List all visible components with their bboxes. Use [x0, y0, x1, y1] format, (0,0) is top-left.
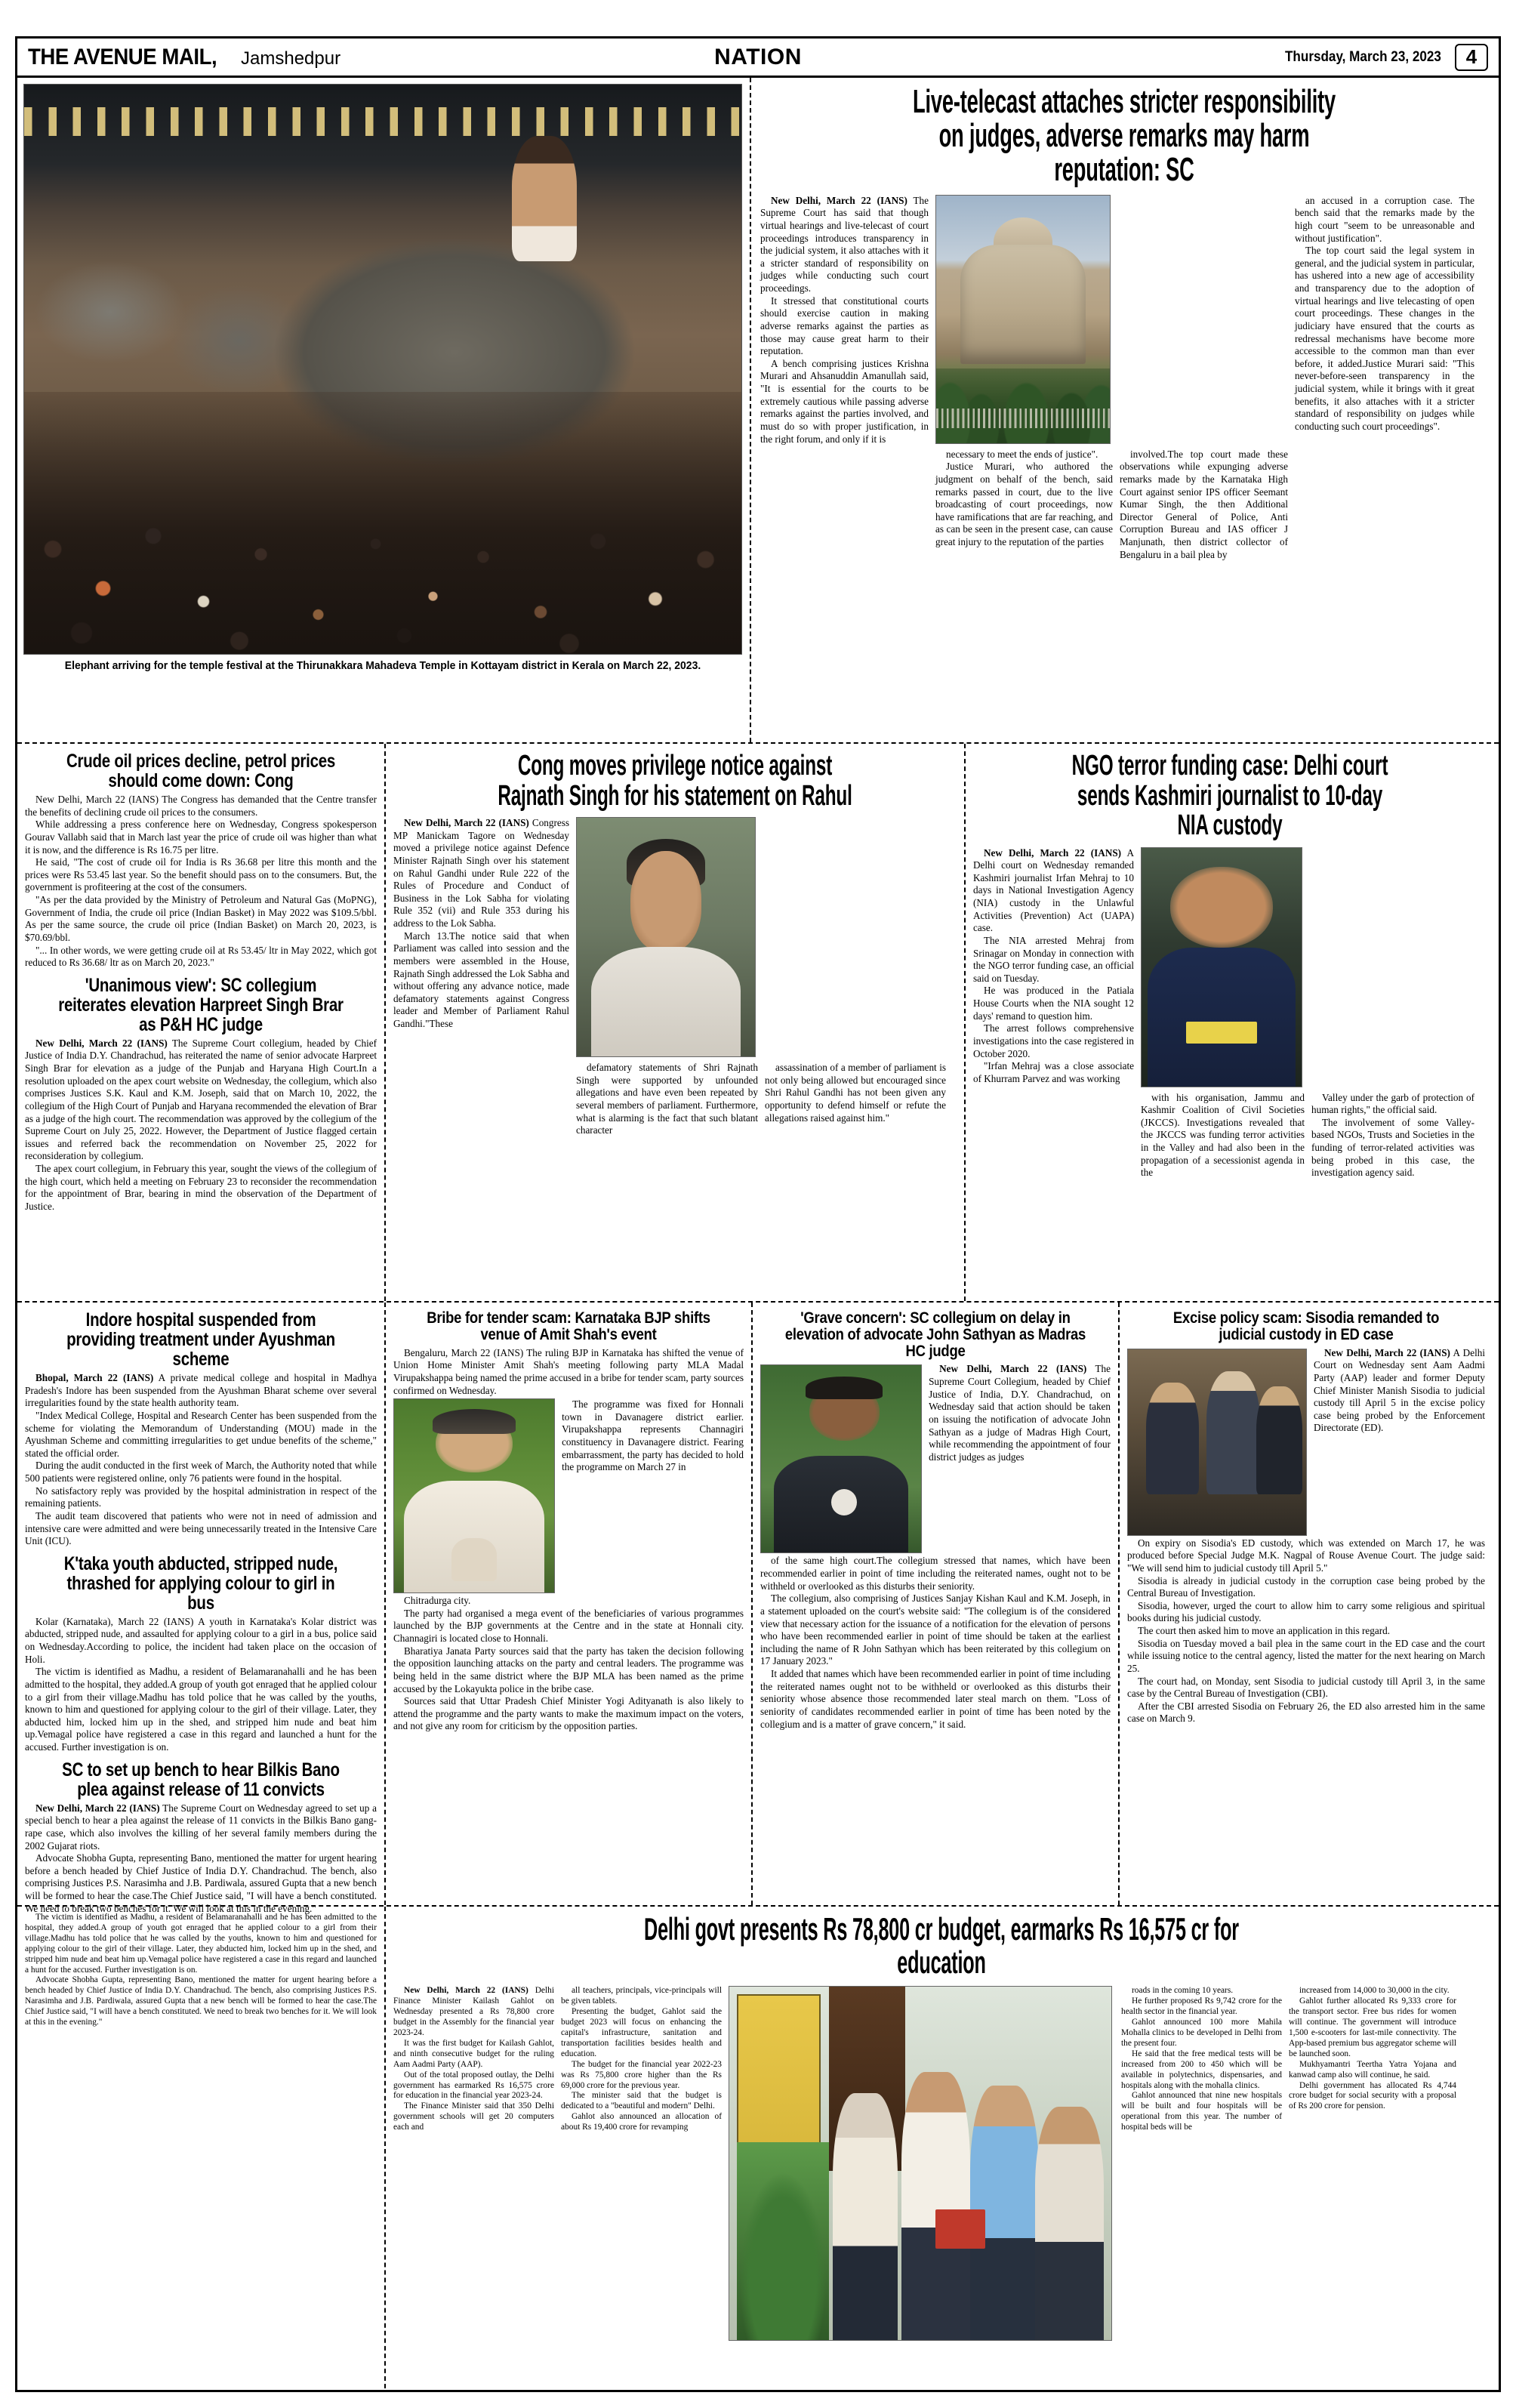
- grave-col-photo: [760, 1363, 929, 1553]
- paragraph: On expiry on Sisodia's ED custody, which was extended on March 17, he was produced before Special Judge M.K. Nagpal of Rouse Avenue Court. The judge said: "We will send him to judicial custody till April 5.": [1127, 1537, 1485, 1574]
- paragraph: involved.The top court made these observations while expunging adverse remarks made by the Karnataka High Court against senior IPS officer Seemant Kumar Singh, the then Additional Director General of Police, Anti Corruption Bureau and IAS officer J Manjunath, then district collector of Bengaluru in a bail plea by: [1120, 448, 1288, 560]
- court-fence-decor: [936, 409, 1110, 428]
- bottom-block: [17, 1905, 1499, 2388]
- cup-decor: [831, 1489, 857, 1515]
- cong-col-3: [765, 817, 946, 1137]
- cong-privilege-story: [384, 744, 964, 1301]
- grave-concern-story: [751, 1303, 1118, 1905]
- person-left-decor: [1146, 1383, 1200, 1494]
- page-number-badge: 4: [1455, 44, 1488, 71]
- paragraph: The NIA arrested Mehraj from Srinagar on Monday in connection with the NGO terror funding case, an official said on Tuesday.: [973, 934, 1134, 984]
- middle-block: [17, 742, 1499, 1301]
- budget-col-2: [561, 1986, 729, 2341]
- ngo-col-2: [1141, 847, 1311, 1179]
- paragraph: Sisodia is already in judicial custody in the corruption case being probed by the Central Bureau of Investigation.: [1127, 1574, 1485, 1599]
- paragraph: "Index Medical College, Hospital and Research Center has been suspended from the scheme for violating the Memorandum of Understanding (MOU) made in the Ayushman Scheme and committing irregularities to get undue benefits of the scheme," stated the official order.: [25, 1409, 377, 1459]
- budget-col-photo: [729, 1986, 1121, 2341]
- ngo-col-3: [1311, 847, 1474, 1179]
- delhi-budget-headline: Delhi govt presents Rs 78,800 cr budget, earmarks Rs 16,575 cr for education: [644, 1911, 1239, 1980]
- paragraph: Gahlot announced 100 more Mahila Mohalla clinics to be developed in Delhi from the present four.: [1121, 2018, 1282, 2048]
- paragraph: Advocate Shobha Gupta, representing Bano, mentioned the matter for urgent hearing before a bench headed by Chief Justice of India D.Y. Chandrachud. The bench, also comprising Justices P.S. Narasimha and J.B. Pardiwala, assured Gupta that a new bench will be formed to hear the case.The Chief Justice said, "I will have a bench constituted. We need to break two benches for it. We will look at this in the evening.": [25, 1975, 377, 2027]
- paragraph: Out of the total proposed outlay, the Delhi government has earmarked Rs 16,575 crore for education in the financial year 2023-24.: [393, 2070, 554, 2101]
- ktaka-youth-body: [25, 1616, 377, 1754]
- namaste-hands-decor: [451, 1538, 496, 1580]
- bribe-col-photo: [393, 1398, 562, 1593]
- court-trees-decor: [936, 368, 1110, 442]
- paragraph: The audit team discovered that patients who were not in need of admission and intensive care were admitted and were being unnecessarily treated in the Intensive Care Unit (ICU).: [25, 1509, 377, 1547]
- cong-col-1: [393, 817, 576, 1137]
- grave-concern-headline: 'Grave concern': SC collegium on delay in elevation of advocate John Sathyan as Madras HC judge: [784, 1309, 1086, 1360]
- paragraph: an accused in a corruption case. The bench said that the remarks made by the high court "seem to be unreasonable and without justification".: [1295, 194, 1474, 244]
- face-decor: [1170, 867, 1273, 948]
- column-left-stack: [17, 744, 384, 1301]
- paragraph: Delhi government has allocated Rs 4,744 crore budget for social security with a proposal of Rs 200 crore for pension.: [1289, 2080, 1456, 2111]
- paragraph: New Delhi, March 22 (IANS) The Supreme Court collegium, headed by Chief Justice of India D.Y. Chandrachud, has reiterated the name of senior advocate Harpreet Singh Brar for elevation as a judge of the Punjab and Haryana High Court.In a resolution uploaded on the apex court website on Wednesday, the collegium, which also comprises Justices S.K. Kaul and K.M. Joseph, said that on March 10, 2022, the collegium of the High Court of Punjab and Haryana recommended the elevation of Brar as a judge of the high court. The recommendation was approved by the collegium of the Supreme Court on July 25, 2022. However, the Department of Justice flagged certain issues and referred back the recommendation on November 25, 2022 for reconsideration by collegium.: [25, 1037, 377, 1162]
- paragraph: New Delhi, March 22 (IANS) The Supreme Court has said that though virtual hearings and live-telecast of court proceedings introduces transparency in the judicial system, it also attaches with it a stricter standard of responsibility on judges while conducting such court proceedings.: [760, 194, 929, 294]
- paragraph: "... In other words, we were getting crude oil at Rs 53.45/ ltr in May 2022, which got reduced to Rs 36.68/ ltr as on March 20, 2023.": [25, 944, 377, 969]
- paragraph: The programme was fixed for Honnali town in Davanagere district earlier. Virupakshappa represents Channagiri constituency in Davanagere district. Fearing embarrassment, the party has decided to hold the programme on March 27 in: [562, 1398, 744, 1473]
- paragraph: It added that names which have been recommended earlier in point of time including the reiterated names ought not to be withheld or overlooked as this disturbs their seniority whose absence those recommended later steal march on them. "Loss of seniority of candidates recommended earlier in point of time has been noted by the collegium and is a matter of grave concern," it said.: [760, 1668, 1111, 1730]
- paragraph: Chitradurga city.: [404, 1595, 471, 1607]
- paragraph: It stressed that constitutional courts should exercise caution in making adverse remarks against the parties as those may cause great harm to their reputation.: [760, 294, 929, 357]
- person-1-decor: [833, 2093, 898, 2341]
- masthead-brand: [28, 45, 340, 70]
- paragraph: While addressing a press conference here on Wednesday, Congress spokesperson Gourav Vallabh said that in March last year the price of crude oil was higher than what it is now, and the difference is Rs 16.75 per litre.: [25, 819, 377, 856]
- paragraph: Advocate Shobha Gupta, representing Bano, mentioned the matter for urgent hearing before a bench headed by Chief Justice of India D.Y. Chandrachud. The bench, also comprising Justices P.S. Narasimha and J.B. Pardiwala, assured Gupta that a new bench will be formed to hear the case.The Chief Justice said, "I will have a bench constituted. We need to break two benches for it. We will look at this in the evening.": [25, 1852, 377, 1914]
- paragraph: The arrest follows comprehensive investigations into the case registered in October 2020.: [973, 1022, 1134, 1059]
- paragraph: March 13.The notice said that when Parliament was called into session and the members were assembled in the House, Rajnath Singh addressed the Lok Sabha and without offering any advance notice, made defamatory statements against Congress leader and Member of Parliament Rahul Gandhi."These: [393, 930, 569, 1030]
- indore-hospital-body: [25, 1372, 377, 1548]
- bribe-col-1: [562, 1398, 744, 1593]
- paragraph: He said, "The cost of crude oil for India is Rs 36.68 per litre this month and the prices were Rs 53.45 last year. So the benefit should pass on to the consumers. But, the government is profiteering at the cost of the consumers.: [25, 856, 377, 893]
- paragraph: The minister said that the budget is dedicated to a "beautiful and modern" Delhi.: [561, 2091, 722, 2111]
- paragraph: all teachers, principals, vice-principals will be given tablets.: [561, 1986, 722, 2006]
- paragraph: It was the first budget for Kailash Gahlot, and ninth consecutive budget for the ruling Aam Aadmi Party (AAP).: [393, 2038, 554, 2069]
- top-block: [17, 78, 1499, 742]
- paragraph: The top court said the legal system in general, and the judicial system in particular, has ushered into a new age of accessibility and transparency due to the adoption of virtual hearings and live telecasting of open court proceedings. These changes in the judiciary have ensured that the courts as redressal mechanisms have become more accessible to the common man than ever before, it added.Justice Murari said: "This never-before-seen transparency in the judicial system, while it brings with it great benefits, it also attaches with it a stricter standard of responsibility on judges while conducting such court proceedings".: [1295, 245, 1474, 432]
- paragraph: New Delhi, March 22 (IANS) A Delhi court on Wednesday remanded Kashmiri journalist Irfan Mehraj to 10 days in National Investigation Agency (NIA) custody in the Unlawful Activities (Prevention) Act (UAPA) case.: [973, 846, 1134, 934]
- elephant-temple-festival-photo: [23, 84, 742, 655]
- delhi-budget-story: [384, 1907, 1497, 2388]
- plant-decor: [737, 2142, 828, 2340]
- signboard-decor: [737, 1994, 821, 2150]
- paragraph: New Delhi, March 22 (IANS) Congress MP Manickam Tagore on Wednesday moved a privilege notice against Defence Minister Rajnath Singh over his statement on Rahul Gandhi under Rule 222 of the Rules of Procedure and Conduct of Business in the Lok Sabha for violating Rule 352 (vii) and Rule 353 during his address to the Lok Sabha.: [393, 817, 569, 930]
- paragraph: He was produced in the Patiala House Courts when the NIA sought 12 days' remand to question him.: [973, 985, 1134, 1022]
- lead-story-headline: Live-telecast attaches stricter responsibility on judges, adverse remarks may harm reputation: SC: [912, 83, 1336, 188]
- uniform-decor: [1148, 948, 1295, 1086]
- ngo-terror-headline: NGO terror funding case: Delhi court sends Kashmiri journalist to 10-day NIA custody: [1071, 750, 1388, 842]
- lead-col-3: [1120, 195, 1295, 754]
- paragraph: The budget for the financial year 2022-23 was Rs 75,800 crore higher than the Rs 69,000 crore for the previous year.: [561, 2059, 722, 2090]
- festival-lights-decor: [24, 107, 741, 136]
- newspaper-title: THE AVENUE MAIL,: [28, 44, 217, 69]
- delhi-budget-presentation-photo: [729, 1986, 1112, 2341]
- cong-col-2: [576, 817, 765, 1137]
- crude-oil-body: [25, 794, 377, 970]
- nia-badge-decor: [1186, 1022, 1256, 1043]
- lead-photo-caption: Elephant arriving for the temple festival at the Thirunakkara Mahadeva Temple in Kottayam district in Kerala on March 22, 2023.: [64, 659, 701, 672]
- paragraph: Sisodia, however, urged the court to allow him to carry some religious and spiritual books during his judicial custody.: [1127, 1599, 1485, 1624]
- collegium-brar-body: [25, 1038, 377, 1213]
- grave-col-1: [929, 1363, 1111, 1553]
- john-sathyan-portrait-photo: [760, 1364, 922, 1553]
- paragraph: Bengaluru, March 22 (IANS) The ruling BJP in Karnataka has shifted the venue of Union Home Minister Amit Shah's meeting following party MLA Madal Virupakshappa being named the prime accused in a bribe for tender scam, party sources confirmed on Wednesday.: [393, 1346, 744, 1396]
- paragraph: New Delhi, March 22 (IANS) The Congress has demanded that the Centre transfer the benefits of declining crude oil prices to the consumers.: [25, 794, 377, 818]
- bilkis-bano-body: [25, 1802, 377, 1916]
- publication-date: Thursday, March 23, 2023: [1285, 48, 1441, 65]
- excise-col-1: [1314, 1347, 1485, 1536]
- paragraph: During the audit conducted in the first week of March, the Authority noted that while 500 patients were registered online, only 76 patients were found in the hospital.: [25, 1460, 377, 1484]
- person-mid-decor: [1206, 1371, 1260, 1494]
- paragraph: Sources said that Uttar Pradesh Chief Minister Yogi Adityanath is also likely to attend the programme and the party wants to make the maximum impact on the voters, and not give any room for criticism by the opposition parties.: [393, 1695, 744, 1732]
- bribe-tender-headline: Bribe for tender scam: Karnataka BJP shifts venue of Amit Shah's event: [427, 1309, 710, 1343]
- section-title: NATION: [714, 44, 802, 69]
- ktaka-youth-headline: K'taka youth abducted, stripped nude, thrashed for applying colour to girl in bus: [63, 1552, 338, 1614]
- budget-col-4: [1289, 1986, 1456, 2341]
- paragraph: The party had organised a mega event of the beneficiaries of various programmes launched by the BJP governments at the Centre and in the state at Honnali city. Channagiri is located close to Honnali.: [393, 1607, 744, 1645]
- collegium-brar-headline: 'Unanimous view': SC collegium reiterates elevation Harpreet Singh Brar as P&H HC judge: [58, 974, 344, 1035]
- excise-col-2: [1127, 1537, 1485, 1725]
- hair-decor: [806, 1377, 883, 1399]
- bilkis-bano-continued: [25, 1913, 377, 2028]
- paragraph: defamatory statements of Shri Rajnath Singh were supported by unfounded allegations and have even been repeated by several members of parliament. Furthermore, what is alarming is the fact that such blatant character: [576, 1062, 758, 1136]
- paragraph: "Irfan Mehraj was a close associate of Khurram Parvez and was working: [973, 1060, 1134, 1084]
- mahout-figure: [512, 136, 577, 261]
- paragraph: The involvement of some Valley-based NGOs, Trusts and Societies in the funding of terror-related activities was being probed in this case, the investigation agency said.: [1311, 1116, 1474, 1179]
- person-4-decor: [1035, 2107, 1104, 2340]
- paragraph: New Delhi, March 22 (IANS) Delhi Finance Minister Kailash Gahlot on Wednesday presented a Rs 78,800 crore budget in the Assembly for the financial year 2023-24.: [393, 1986, 555, 2037]
- paragraph: The victim is identified as Madhu, a resident of Belamaranahalli and he has been admitted to the hospital, they added.A group of youth got enraged that he applied colour to a girl from their village.Madhu has told police that he was called by the youths, known to him and questioned for applying colour to the girl of their village. Later, they abducted him, locked him up in the shed, and stripped him nude and beat him up.Vemagal police have registered a case in this regard and launched a hunt for the accused. Further investigation is on.: [25, 1913, 377, 1975]
- paragraph: roads in the coming 10 years.: [1132, 1986, 1234, 1996]
- paragraph: Justice Murari, who authored the judgment on behalf of the bench, said remarks passed in court, due to the live broadcasting of court proceedings, now have ramifications that are far reaching, and as can be seen in the present case, can cause great injury to the reputation of the parties: [935, 461, 1113, 547]
- paragraph: of the same high court.The collegium stressed that names, which have been recommended earlier in point of time including the reiterated names, ought not to be withheld or overlooked as this disturbs their seniority.: [760, 1555, 1111, 1592]
- amit-shah-portrait-photo: [393, 1398, 555, 1593]
- lead-col-4: [1295, 195, 1474, 754]
- person-right-decor: [1256, 1386, 1302, 1494]
- excise-col-photo: [1127, 1347, 1314, 1536]
- bilkis-bano-headline: SC to set up bench to hear Bilkis Bano plea against release of 11 convicts: [62, 1759, 340, 1800]
- paragraph: Bharatiya Janata Party sources said that the party has taken the decision following the opposition launching attacks on the party and central leaders. The programme was being held in the same district where the BJP MLA has been named as the prime accused by the Lokayukta police in the bribe case.: [393, 1645, 744, 1694]
- budget-col-1: [393, 1986, 561, 2341]
- paragraph: Valley under the garb of protection of human rights," the official said.: [1311, 1091, 1474, 1116]
- paragraph: Gahlot further allocated Rs 9,333 crore for the transport sector. Free bus rides for women will continue. The government will introduce 1,500 e-scooters for last-mile connectivity. The App-based premium bus aggregator scheme will be launched soon.: [1289, 1996, 1456, 2058]
- ngo-terror-story: [964, 744, 1494, 1301]
- paragraph: He further proposed Rs 9,742 crore for the health sector in the financial year.: [1121, 1996, 1282, 2017]
- hair-decor: [433, 1409, 516, 1434]
- supreme-court-building-photo: [935, 195, 1111, 444]
- rajnath-singh-portrait-photo: [576, 817, 756, 1057]
- face-decor: [630, 851, 701, 951]
- paragraph: Gahlot announced that nine new hospitals will be built and four hospitals will be operational from this year. The number of hospital beds will be: [1121, 2091, 1282, 2132]
- person-2-decor: [901, 2072, 970, 2341]
- paragraph: necessary to meet the ends of justice".: [946, 448, 1098, 460]
- paragraph: New Delhi, March 22 (IANS) A Delhi Court on Wednesday sent Aam Aadmi Party (AAP) leader and former Deputy Chief Minister Manish Sisodia to judicial custody till April 5 in the excise policy case being probed by the Enforcement Directorate (ED).: [1314, 1346, 1485, 1434]
- column-left-stack-3: [17, 1907, 384, 2388]
- paragraph: He said that the free medical tests will be increased from 200 to 450 which will be available in polytechnics, dispensaries, and hospitals along with the mohalla clinics.: [1121, 2049, 1282, 2090]
- paragraph: The apex court collegium, in February this year, sought the views of the collegium of the high court, which held a meeting on February 23 to reconsider the recommendation for the appointment of Brar, bearing in mind the observation of the Department of Justice.: [25, 1163, 377, 1212]
- bribe-col-2: [393, 1595, 744, 1733]
- paragraph: Sisodia on Tuesday moved a bail plea in the same court in the ED case and the court while issuing notice to the central agency, listed the matter for the next hearing on March 25.: [1127, 1637, 1485, 1674]
- crowd-region: [24, 392, 741, 654]
- paragraph: with his organisation, Jammu and Kashmir Coalition of Civil Societies (JKCCS). Investigations revealed that the JKCCS was funding terror activities in the Valley and had also been in the propagation of a secessionist agenda in the: [1141, 1091, 1305, 1179]
- paragraph: New Delhi, March 22 (IANS) The Supreme Court on Wednesday agreed to set up a special bench to hear a plea against the release of 11 convicts in the Bilkis Bano gang-rape case, which also involves the killing of her several family members during the 2002 Gujarat riots.: [25, 1802, 377, 1851]
- lead-col-1: [760, 195, 935, 754]
- manish-sisodia-custody-photo: [1127, 1349, 1307, 1536]
- ngo-col-1: [973, 847, 1141, 1179]
- red-folder-decor: [935, 2209, 985, 2248]
- paragraph: Bhopal, March 22 (IANS) A private medical college and hospital in Madhya Pradesh's Indore has been suspended from the Ayushman Bharat scheme over several irregularities found by the state health authority team.: [25, 1372, 377, 1409]
- paragraph: assassination of a member of parliament is not only being allowed but encouraged since Shri Rahul Gandhi has not been given any opportunity to defend himself or refute the allegations raised against him.": [765, 1062, 946, 1124]
- lead-story: [750, 78, 1496, 742]
- newspaper-city: Jamshedpur: [241, 48, 341, 69]
- excise-policy-story: [1118, 1303, 1493, 1905]
- column-left-stack-2: [17, 1303, 384, 1914]
- budget-col-3: [1121, 1986, 1289, 2341]
- paragraph: increased from 14,000 to 30,000 in the city.: [1299, 1986, 1450, 1996]
- paragraph: The collegium, also comprising of Justices Sanjay Kishan Kaul and K.M. Joseph, in a statement uploaded on the court's website said: "The collegium is of the considered view that necessary action for the issuance of a notification for the elevation of persons who have been recommended earlier in point of time should be taken at the earliest including the name of R John Sathyan which has been reiterated by this collegium on 17 January 2023.": [760, 1592, 1111, 1667]
- lead-col-2: [935, 195, 1120, 754]
- bribe-tender-story: [384, 1303, 751, 1905]
- paragraph: "As per the data provided by the Ministry of Petroleum and Natural Gas (MoPNG), Government of India, the crude oil price (Indian Basket) in May 2022 was $109.5/bbl. As per the same source, the crude oil price (Indian Basket) on March 20, 2023, is $70.69/bbl.: [25, 894, 377, 943]
- third-block: [17, 1301, 1499, 1914]
- newspaper-page: [15, 36, 1501, 2392]
- paragraph: Presenting the budget, Gahlot said the budget 2023 will focus on enhancing the capital's infrastructure, sanitation and transportation facilities besides health and education.: [561, 2007, 722, 2058]
- bribe-tender-intro: [393, 1347, 744, 1398]
- paragraph: New Delhi, March 22 (IANS) The Supreme Court Collegium, headed by Chief Justice of India, D.Y. Chandrachud, on Wednesday said that action should be taken on issuing the notification of advocate John Sathyan as a judge of Madras High Court, while recommending the appointment of four district judges as judges: [929, 1363, 1111, 1463]
- paragraph: The court then asked him to move an application in this regard.: [1138, 1625, 1390, 1637]
- paragraph: Kolar (Karnataka), March 22 (IANS) A youth in Karnataka's Kolar district was abducted, stripped nude, and assaulted for applying colour to a girl in a bus, police said on Wednesday.According to police, the incident had taken place on the occasion of Holi.: [25, 1615, 377, 1665]
- paragraph: The victim is identified as Madhu, a resident of Belamaranahalli and he has been admitted to the hospital, they added.A group of youth got enraged that he applied colour to a girl from their village.Madhu has told police that he was called by the youths, known to him and questioned for applying colour to the girl of their village. Later, they abducted him, locked him up in the shed, and stripped him nude and beat him up.Vemagal police have registered a case in this regard and launched a hunt for the accused. Further investigation is on.: [25, 1666, 377, 1753]
- paragraph: A bench comprising justices Krishna Murari and Ahsanuddin Amanullah said, "It is essential for the courts to be extremely cautious while passing adverse remarks against the parties involved, and must do so with proper justification, in the right forum, and only if it is: [760, 357, 929, 445]
- paragraph: Mukhyamantri Teertha Yatra Yojana and kanwad camp also will continue, he said.: [1289, 2059, 1456, 2080]
- torso-decor: [591, 947, 741, 1056]
- paragraph: The court had, on Monday, sent Sisodia to judicial custody till April 3, in the same case by the Central Bureau of Investigation (CBI).: [1127, 1675, 1485, 1700]
- paragraph: Gahlot also announced an allocation of about Rs 19,400 crore for revamping: [561, 2112, 722, 2132]
- masthead: [17, 39, 1499, 78]
- cong-privilege-headline: Cong moves privilege notice against Rajnath Singh for his statement on Rahul: [498, 750, 852, 812]
- lead-photo-block: [17, 78, 750, 742]
- court-facade-decor: [960, 245, 1086, 363]
- crude-oil-headline: Crude oil prices decline, petrol prices should come down: Cong: [66, 751, 336, 791]
- grave-col-2: [760, 1555, 1111, 1731]
- masthead-meta: [1268, 44, 1488, 71]
- indore-hospital-headline: Indore hospital suspended from providing treatment under Ayushman scheme: [66, 1309, 335, 1370]
- paragraph: After the CBI arrested Sisodia on February 26, the ED also arrested him in the same case on March 9.: [1127, 1700, 1485, 1725]
- paragraph: No satisfactory reply was provided by the hospital administration in respect of the remaining patients.: [25, 1485, 377, 1509]
- paragraph: The Finance Minister said that 350 Delhi government schools will get 20 computers each and: [393, 2101, 554, 2132]
- excise-policy-headline: Excise policy scam: Sisodia remanded to judicial custody in ED case: [1172, 1309, 1440, 1343]
- nia-officer-photo: [1141, 847, 1302, 1087]
